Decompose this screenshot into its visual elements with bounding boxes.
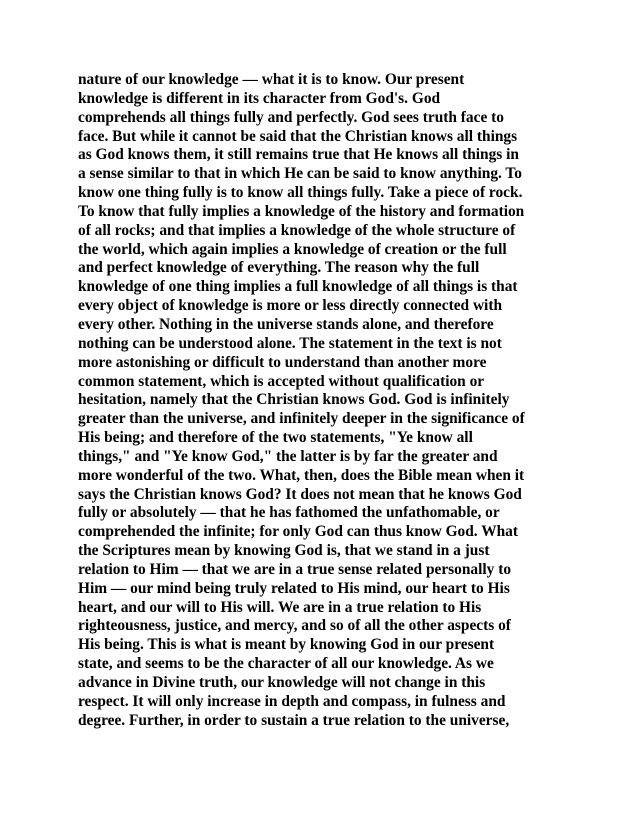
text-line: the Scriptures mean by knowing God is, that we stand in a just — [78, 542, 490, 560]
text-line: heart, and our will to His will. We are in a true relation to His — [78, 598, 482, 616]
text-line: To know that fully implies a knowledge of the history and formation — [78, 202, 525, 220]
text-line: common statement, which is accepted without qualification or — [78, 372, 485, 390]
text-line: of all rocks; and that implies a knowledge of the whole structure of — [78, 221, 516, 239]
text-line: greater than the universe, and infinitely deeper in the significance of — [78, 410, 525, 428]
text-line: relation to Him — that we are in a true sense related personally to — [78, 560, 512, 578]
text-line: degree. Further, in order to sustain a true relation to the universe, — [78, 711, 510, 729]
text-line: His being. This is what is meant by knowing God in our present — [78, 636, 495, 654]
text-line: righteousness, justice, and mercy, and so of all the other aspects of — [78, 617, 511, 635]
text-line: knowledge of one thing implies a full knowledge of all things is that — [78, 278, 518, 296]
text-line: comprehends all things fully and perfectly. God sees truth face to — [78, 108, 504, 126]
text-line: more wonderful of the two. What, then, does the Bible mean when it — [78, 466, 525, 484]
text-line: advance in Divine truth, our knowledge will not change in this — [78, 674, 486, 691]
text-line: face. But while it cannot be said that the Christian knows all things — [78, 127, 518, 145]
text-line: hesitation, namely that the Christian knows God. God is infinitely — [78, 391, 510, 409]
text-line: comprehended the infinite; for only God can thus know God. What — [78, 523, 518, 541]
text-line: the world, which again implies a knowledge of creation or the full — [78, 240, 507, 258]
text-line: a sense similar to that in which He can be said to know anything. To — [78, 165, 522, 183]
text-line: and perfect knowledge of everything. The reason why the full — [78, 259, 480, 277]
text-line: nothing can be understood alone. The statement in the text is not — [78, 334, 502, 352]
text-line: His being; and therefore of the two statements, "Ye know all — [78, 429, 473, 447]
text-line: says the Christian knows God? It does not mean that he knows God — [78, 485, 522, 503]
text-line: more astonishing or difficult to understand than another more — [78, 353, 487, 371]
body-text — [78, 71, 568, 731]
text-line: know one thing fully is to know all things fully. Take a piece of rock. — [78, 184, 523, 202]
text-line: state, and seems to be the character of all our knowledge. As we — [78, 655, 494, 673]
text-line: knowledge is different in its character from God's. God — [78, 89, 441, 107]
text-line: respect. It will only increase in depth and compass, in fulness and — [78, 692, 506, 710]
text-line: fully or absolutely — that he has fathomed the unfathomable, or — [78, 504, 500, 522]
text-line: things," and "Ye know God," the latter is by far the greater and — [78, 447, 498, 465]
text-line: every other. Nothing in the universe stands alone, and therefore — [78, 315, 494, 333]
text-line: nature of our knowledge — what it is to know. Our present — [78, 71, 465, 88]
text-line: as God knows them, it still remains true that He knows all things in — [78, 146, 519, 164]
text-line: Him — our mind being truly related to His mind, our heart to His — [78, 579, 510, 597]
text-line: every object of knowledge is more or less directly connected with — [78, 297, 503, 315]
